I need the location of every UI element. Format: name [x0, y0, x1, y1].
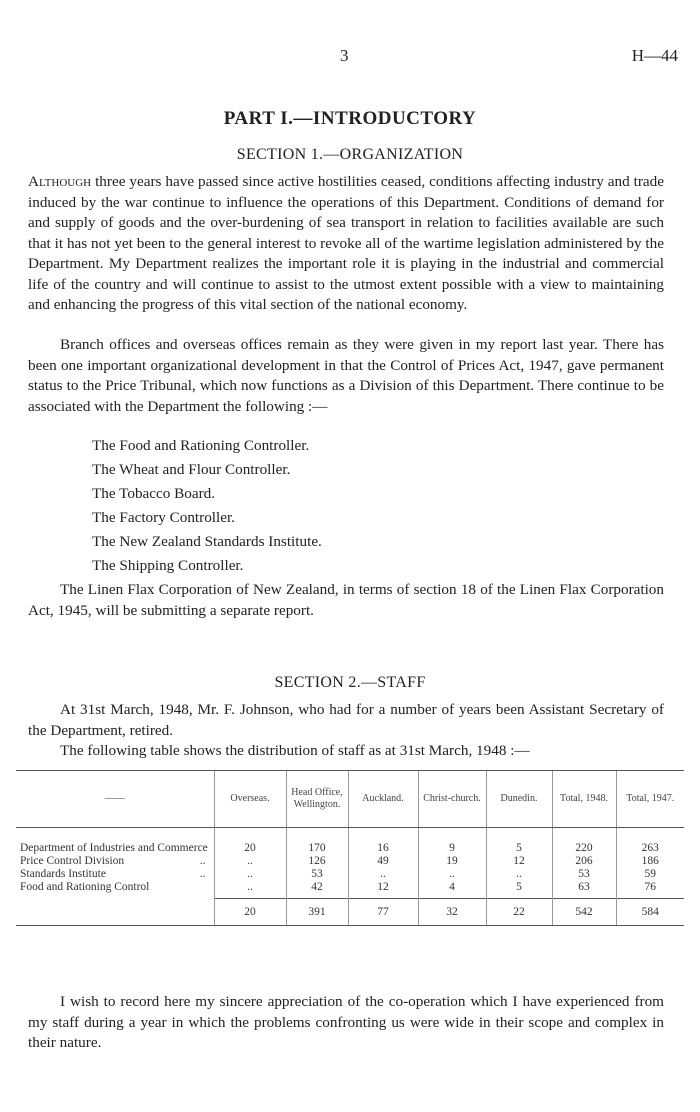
total-cell: 391: [286, 899, 348, 926]
list-item: The Factory Controller.: [92, 509, 235, 526]
table-row: [16, 881, 684, 899]
list-item: The Wheat and Flour Controller.: [92, 461, 291, 478]
table-row: [16, 842, 684, 855]
total-cell: 32: [418, 899, 486, 926]
table-cell: 12: [486, 855, 552, 868]
total-cell: 584: [616, 899, 684, 926]
table-cell: 9: [418, 842, 486, 855]
row-label-text: Price Control Division: [20, 855, 125, 867]
table-cell: ..: [486, 868, 552, 881]
page-number: 3: [340, 46, 349, 65]
row-label: [16, 868, 214, 881]
paragraph-lead-word: Although: [28, 173, 92, 190]
table-cell: 76: [616, 881, 684, 899]
column-header: Head Office, Wellington.: [286, 771, 348, 828]
total-cell: 542: [552, 899, 616, 926]
table-cell: 53: [552, 868, 616, 881]
list-item: The Shipping Controller.: [92, 557, 244, 574]
table-cell: 12: [348, 881, 418, 899]
leader-dots: ..: [199, 868, 206, 880]
column-header: Overseas.: [214, 771, 286, 828]
table-cell: 170: [286, 842, 348, 855]
column-header: Auckland.: [348, 771, 418, 828]
table-cell: 16: [348, 842, 418, 855]
table-cell: ..: [214, 855, 286, 868]
table-cell: 220: [552, 842, 616, 855]
table-cell: 63: [552, 881, 616, 899]
table-cell: 42: [286, 881, 348, 899]
section-1-paragraph-2: Branch offices and overseas offices remain as they were given in my report last year. There has been one important organizational development in that the Control of Prices Act, 1947, gave permanent status to the Price Tribunal, which now functions as a Division of this Department. There continue to be associated with the Department the following :—: [28, 336, 664, 415]
table-cell: 20: [214, 842, 286, 855]
list-item: The New Zealand Standards Institute.: [92, 533, 322, 550]
staff-distribution-table: [16, 770, 684, 926]
associated-bodies-list: [92, 434, 322, 578]
column-header: Total, 1947.: [616, 771, 684, 828]
table-cell: 49: [348, 855, 418, 868]
row-label: [16, 855, 214, 868]
total-cell: 22: [486, 899, 552, 926]
section-2-paragraph-2: The following table shows the distribution of staff as at 31st March, 1948 :—: [60, 742, 530, 759]
section-1-heading: SECTION 1.—ORGANIZATION: [236, 146, 464, 163]
section-2-paragraph-1: At 31st March, 1948, Mr. F. Johnson, who had for a number of years been Assistant Secretary of the Department, retired.: [28, 701, 664, 739]
leader-dots: ..: [199, 855, 206, 867]
table-header-row: [16, 771, 684, 828]
column-header: Christ-church.: [418, 771, 486, 828]
table-cell: 4: [418, 881, 486, 899]
table-cell: 5: [486, 842, 552, 855]
section-1-paragraph-3: The Linen Flax Corporation of New Zealand, in terms of section 18 of the Linen Flax Corporation Act, 1945, will be submitting a separate report.: [28, 581, 664, 619]
table-cell: 5: [486, 881, 552, 899]
table-cell: 19: [418, 855, 486, 868]
column-header: Dunedin.: [486, 771, 552, 828]
table-row: [16, 868, 684, 881]
paragraph-1-body: three years have passed since active hostilities ceased, conditions affecting industry and trade induced by the war continue to influence the operations of this Department. Conditions of demand for and supply of goods and the over-burdening of sea transport in relation to facilities available are such that it has not yet been to the general interest to revoke all of the wartime legislation administered by the Department. My Department realizes the important role it is playing in the industrial and commercial life of the country and will continue to assist to the utmost extent possible with a view to maintaining and enhancing the progress of this vital section of the national economy.: [28, 173, 664, 313]
row-label-text: Standards Institute: [20, 868, 106, 880]
total-cell: 77: [348, 899, 418, 926]
table-cell: ..: [214, 881, 286, 899]
list-item: The Food and Rationing Controller.: [92, 437, 310, 454]
table-cell: 206: [552, 855, 616, 868]
table-cell: ..: [214, 868, 286, 881]
total-cell: 20: [214, 899, 286, 926]
table-row: [16, 855, 684, 868]
column-header: Total, 1948.: [552, 771, 616, 828]
row-label: Food and Rationing Control: [20, 881, 150, 894]
table-cell: 263: [616, 842, 684, 855]
section-1-paragraph-1: [28, 172, 664, 316]
table-spacer-row: [16, 828, 684, 843]
table-cell: ..: [348, 868, 418, 881]
list-item: The Tobacco Board.: [92, 485, 216, 502]
table-totals-row: [16, 899, 684, 926]
row-label: Department of Industries and Commerce: [20, 842, 208, 854]
table-cell: 59: [616, 868, 684, 881]
table-cell: 126: [286, 855, 348, 868]
column-header: ——: [16, 771, 214, 828]
table-cell: 186: [616, 855, 684, 868]
table-cell: ..: [418, 868, 486, 881]
part-title: PART I.—INTRODUCTORY: [223, 108, 477, 129]
section-2-heading: SECTION 2.—STAFF: [274, 674, 426, 691]
table-cell: 53: [286, 868, 348, 881]
document-reference: H—44: [631, 46, 678, 65]
section-2-paragraph-3: I wish to record here my sincere appreciation of the co-operation which I have experienced from my staff during a year in which the problems confronting us were wide in their scope and complex in their nature.: [28, 993, 664, 1051]
